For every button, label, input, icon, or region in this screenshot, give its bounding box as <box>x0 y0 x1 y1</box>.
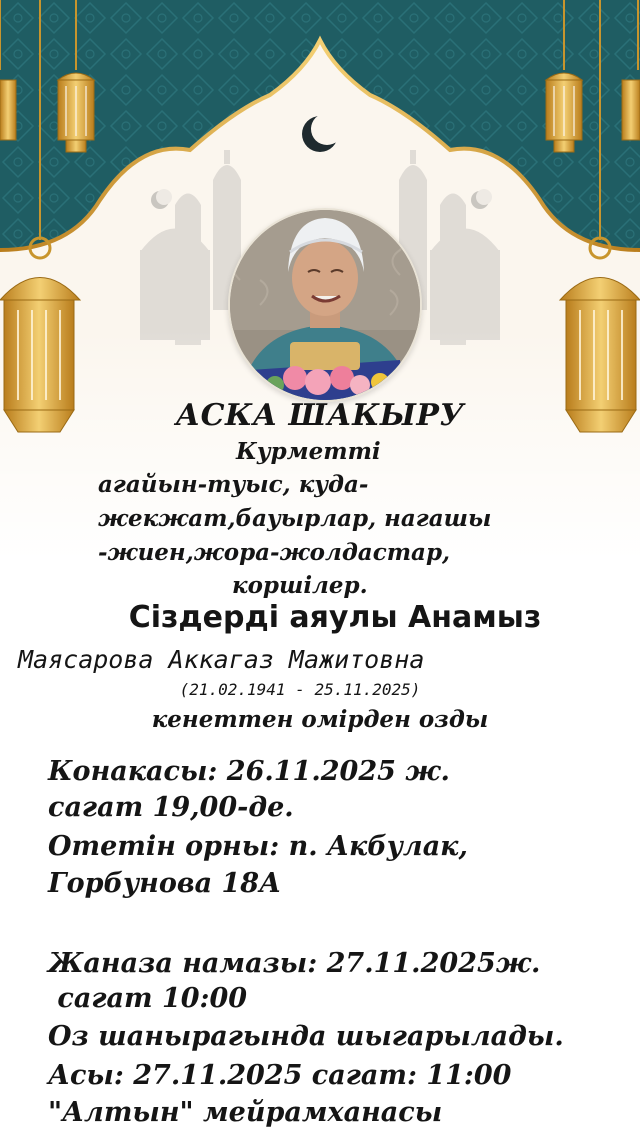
detail-line: Оз шаныpагында шыгарылады. <box>48 1021 564 1052</box>
greeting-line: жекжат,бауырлар, нагашы <box>98 505 492 532</box>
detail-line: Конакасы: 26.11.2025 ж. <box>48 756 450 787</box>
detail-line: "Алтын" мейрамханасы <box>48 1097 443 1128</box>
announcement-headline: Сіздерді аяулы Анамыз <box>128 600 542 635</box>
greeting-line: Курметті <box>236 438 381 465</box>
greeting-line: -жиен,жора-жолдастар, <box>98 539 451 566</box>
detail-line: Жаназа намазы: 27.11.2025ж. <box>48 948 541 979</box>
page-title: АСКА ШАКЫРУ <box>175 398 465 433</box>
passed-away-text: кенеттен омірден озды <box>151 706 489 733</box>
detail-line: сагат 10:00 <box>48 983 248 1014</box>
greeting-line: коршілер. <box>232 572 368 599</box>
life-dates: (21.02.1941 - 25.11.2025) <box>179 680 421 699</box>
detail-line: Горбунова 18А <box>48 868 282 899</box>
detail-line: сагат 19,00-де. <box>48 792 294 823</box>
greeting-line: агайын-туыс, куда- <box>98 471 369 498</box>
portrait-photo <box>228 208 422 402</box>
deceased-name: Маясарова Аккагаз Мажитовна <box>18 645 425 674</box>
detail-line: Отетін орны: п. Акбулак, <box>48 831 468 862</box>
detail-line: Асы: 27.11.2025 сагат: 11:00 <box>48 1060 512 1091</box>
